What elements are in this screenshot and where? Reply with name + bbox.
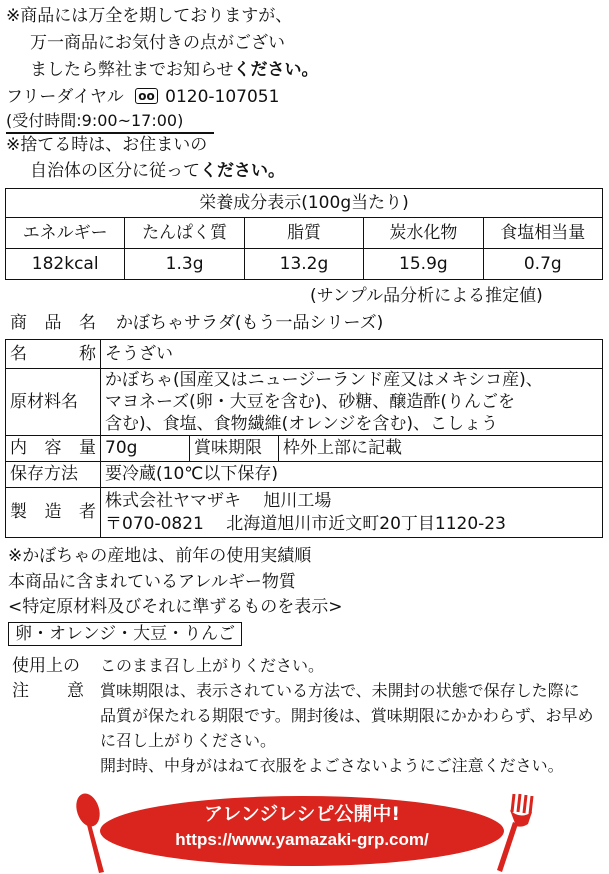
product-name-label: 商 品 名 (10, 313, 96, 333)
allergy-items-box: 卵・オレンジ・大豆・りんご (8, 622, 242, 646)
hours: (受付時間:9:00~17:00) (6, 111, 184, 130)
notice-line-3: ましたら弊社までお知らせください。 (30, 60, 319, 80)
usage-line-5: 開封時、中身がはねて衣服をよごさないようにご注意ください。 (100, 756, 564, 775)
notice-line-1: ※商品には万全を期しておりますが、 (6, 6, 293, 26)
nutrition-title: 栄養成分表示(100g当たり) (6, 189, 603, 218)
maker-label: 製 造 者 (6, 488, 101, 538)
volume-label: 内 容 量 (6, 436, 101, 462)
storage-value: 要冷蔵(10℃以下保存) (101, 462, 603, 488)
volume-value: 70g (101, 436, 190, 462)
nutrition-value-protein: 1.3g (125, 249, 244, 280)
nutrition-value-carbohydrate: 15.9g (364, 249, 483, 280)
nutrition-header-carbohydrate: 炭水化物 (364, 218, 483, 249)
usage-line-2: 賞味期限は、表示されている方法で、未開封の状態で保存した際に (100, 681, 580, 700)
usage-line-3: 品質が保たれる期限です。開封後は、賞味期限にかかわらず、お早め (100, 706, 594, 725)
allergy-line-1: 本商品に含まれているアレルギー物質 (8, 572, 296, 592)
nutrition-value-fat: 13.2g (244, 249, 363, 280)
banner-url[interactable]: https://www.yamazaki-grp.com/ (175, 830, 429, 849)
ingredients-value: かぼちゃ(国産又はニュージーランド産又はメキシコ産)、 マヨネーズ(卵・大豆を含む)、砂糖、醸造酢(りんごを 含む)、食塩、食物繊維(オレンジを含む)、こしょう (101, 369, 603, 436)
usage-line-4: に召し上がりください。 (100, 731, 277, 750)
spec-table (5, 339, 603, 538)
phone-number: 0120-107051 (165, 87, 280, 107)
nutrition-value-energy: 182kcal (6, 249, 125, 280)
ingredients-label: 原材料名 (6, 369, 101, 436)
disposal-line-2: 自治体の区分に従ってください。 (30, 161, 285, 181)
maker-value: 株式会社ヤマザキ 旭川工場 〒070-0821 北海道旭川市近文町20丁目1120-23 (101, 488, 603, 538)
recipe-banner-link[interactable] (98, 795, 506, 867)
expiry-value: 枠外上部に記載 (279, 436, 603, 462)
category-value: そうざい (101, 340, 603, 369)
freedial-row (6, 87, 279, 107)
nutrition-header-protein: たんぱく質 (125, 218, 244, 249)
notice-line-2: 万一商品にお気付きの点がござい (30, 33, 285, 53)
nutrition-value-salt: 0.7g (483, 249, 602, 280)
nutrition-table (5, 188, 603, 280)
divider (6, 132, 214, 134)
usage-line-1: このまま召し上がりください。 (100, 656, 325, 675)
origin-note: ※かぼちゃの産地は、前年の使用実績順 (8, 546, 312, 566)
banner-title: アレンジレシピ公開中! (203, 803, 400, 825)
expiry-label: 賞味期限 (190, 436, 279, 462)
storage-label: 保存方法 (6, 462, 101, 488)
usage-label-2: 注 意 (12, 681, 84, 701)
nutrition-header-fat: 脂質 (244, 218, 363, 249)
disposal-line-1: ※捨てる時は、お住まいの (6, 135, 208, 155)
category-label: 名 称 (6, 340, 101, 369)
nutrition-header-salt: 食塩相当量 (483, 218, 602, 249)
freedial-label: フリーダイヤル (6, 87, 124, 107)
usage-label-1: 使用上の (12, 656, 80, 676)
freedial-logo: oo (135, 88, 158, 104)
nutrition-note: (サンプル品分析による推定値) (310, 286, 543, 306)
product-name-value: かぼちゃサラダ(もう一品シリーズ) (116, 313, 384, 333)
allergy-line-2: <特定原材料及びそれに準ずるものを表示> (8, 597, 343, 617)
nutrition-header-energy: エネルギー (6, 218, 125, 249)
